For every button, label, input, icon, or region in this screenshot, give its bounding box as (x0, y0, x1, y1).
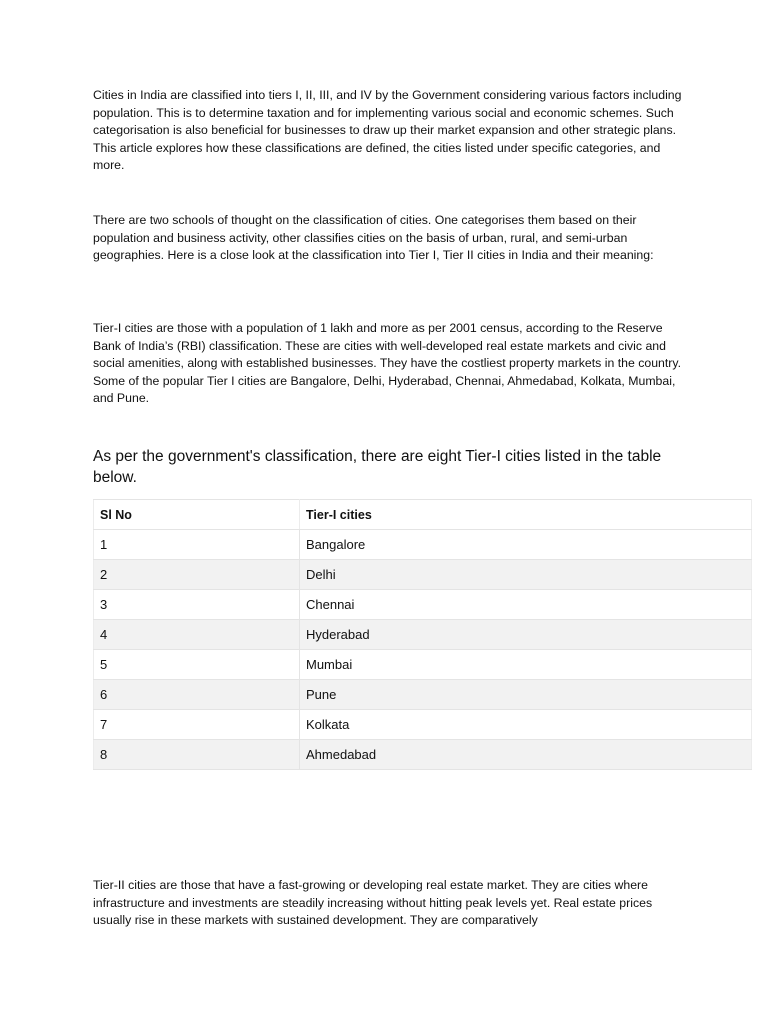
classification-paragraph: There are two schools of thought on the classification of cities. One categorises them based on their population and business activity, other classifies cities on the basis of urban, rural, and semi-urban geographies. Here is a close look at the classification into Tier I, Tier II cities in India and their meaning: (93, 213, 654, 263)
table-row (94, 650, 752, 680)
intro-paragraph: Cities in India are classified into tiers I, II, III, and IV by the Government considering various factors including population. This is to determine taxation and for implementing various social and economic schemes. Such categorisation is also beneficial for businesses to draw up their market expansion and other strategic plans. This article explores how these classifications are defined, the cities listed under specific categories, and more. (93, 88, 682, 173)
row-serial-number: 1 (94, 530, 300, 560)
row-serial-number: 4 (94, 620, 300, 650)
row-city-name: Pune (300, 680, 752, 710)
table-row (94, 560, 752, 590)
tier1-cities-table (93, 499, 752, 770)
row-serial-number: 6 (94, 680, 300, 710)
row-city-name: Kolkata (300, 710, 752, 740)
row-city-name: Delhi (300, 560, 752, 590)
table-row (94, 680, 752, 710)
row-serial-number: 2 (94, 560, 300, 590)
row-city-name: Mumbai (300, 650, 752, 680)
row-serial-number: 7 (94, 710, 300, 740)
table-row (94, 620, 752, 650)
row-serial-number: 8 (94, 740, 300, 770)
table-row (94, 710, 752, 740)
row-city-name: Hyderabad (300, 620, 752, 650)
row-city-name: Chennai (300, 590, 752, 620)
row-serial-number: 5 (94, 650, 300, 680)
row-city-name: Ahmedabad (300, 740, 752, 770)
row-serial-number: 3 (94, 590, 300, 620)
table-header-row (94, 500, 752, 530)
tier1-paragraph: Tier-I cities are those with a population of 1 lakh and more as per 2001 census, according to the Reserve Bank of India’s (RBI) classification. These are cities with well-developed real estate markets and civic and social amenities, along with established businesses. They have the costliest property markets in the country. Some of the popular Tier I cities are Bangalore, Delhi, Hyderabad, Chennai, Ahmedabad, Kolkata, Mumbai, and Pune. (93, 321, 682, 406)
table-row (94, 740, 752, 770)
tier2-paragraph: Tier-II cities are those that have a fast-growing or developing real estate market. They are cities where infrastructure and investments are steadily increasing without hitting peak levels yet. Real estate prices usually rise in these markets with sustained development. They are comparatively (93, 878, 653, 928)
table-row (94, 530, 752, 560)
row-city-name: Bangalore (300, 530, 752, 560)
table-row (94, 590, 752, 620)
column-header-sl-no: Sl No (94, 500, 300, 530)
table-heading: As per the government's classification, there are eight Tier-I cities listed in the table below. (93, 448, 662, 486)
column-header-tier1-cities: Tier-I cities (300, 500, 752, 530)
